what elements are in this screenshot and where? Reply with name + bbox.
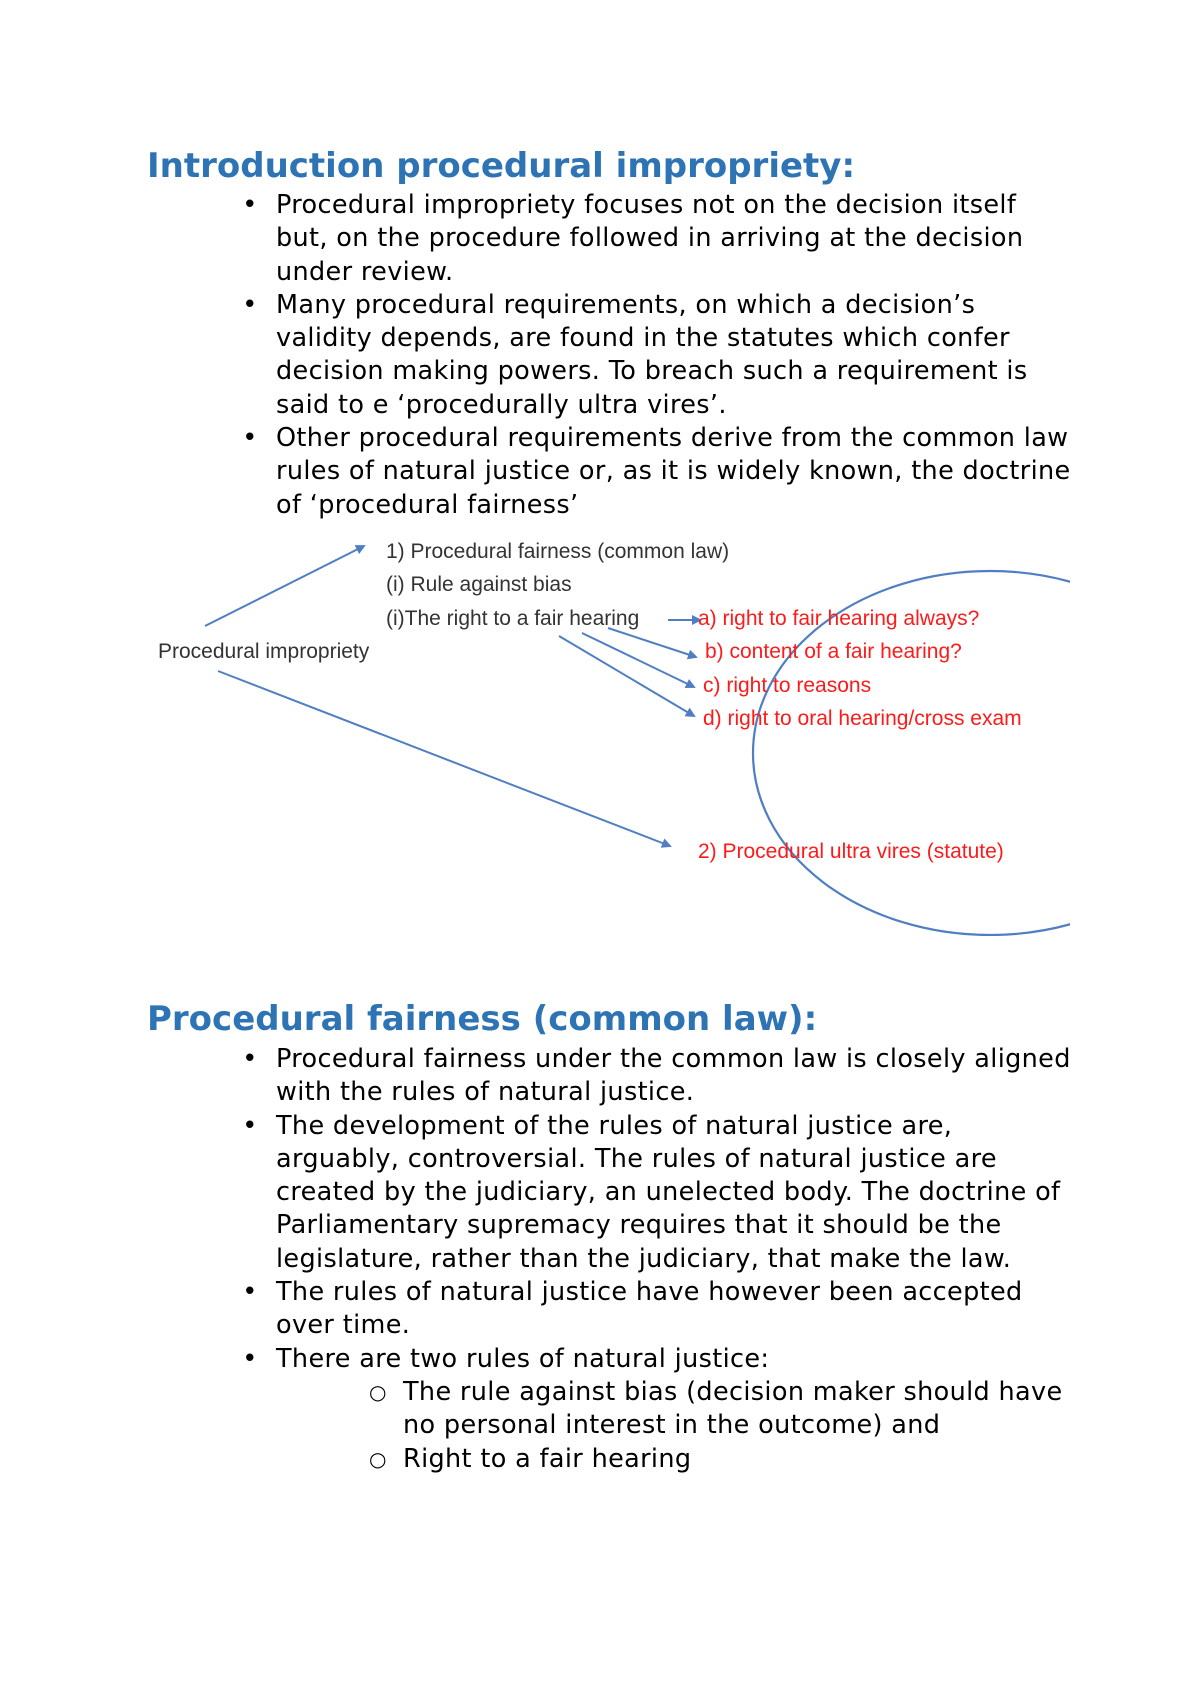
arrow-to-procedural-fairness — [205, 546, 364, 626]
bullet-icon: • — [242, 289, 258, 320]
bullet-icon: • — [242, 1044, 258, 1074]
sub-list-item — [369, 1376, 1076, 1443]
list-item — [242, 1110, 1076, 1276]
sub-bullet-text: Right to a fair hearing — [403, 1443, 692, 1474]
introduction-bullet-list — [242, 189, 1076, 522]
sub-list-item — [369, 1443, 1076, 1476]
diagram-branch-procedural-fairness: 1) Procedural fairness (common law) — [386, 540, 730, 563]
bullet-icon: • — [242, 190, 258, 220]
diagram-arrows — [150, 536, 1070, 936]
bullet-icon: • — [242, 423, 258, 454]
hollow-circle-bullet-icon: ○ — [369, 1379, 387, 1404]
list-item — [242, 1343, 1076, 1476]
sub-bullet-list — [276, 1376, 1076, 1476]
list-item — [242, 289, 1076, 422]
diagram-item-d: d) right to oral hearing/cross exam — [703, 707, 1022, 730]
diagram-sub-fair-hearing: (i)The right to a fair hearing — [386, 607, 640, 630]
hollow-circle-bullet-icon: ○ — [369, 1446, 387, 1471]
diagram-item-a: a) right to fair hearing always? — [698, 607, 980, 630]
bullet-text: There are two rules of natural justice: — [276, 1343, 770, 1374]
bullet-text: Procedural fairness under the common law is closely aligned with the rules of natural justice. — [276, 1044, 1071, 1108]
section-heading-introduction: Introduction procedural impropriety: — [147, 146, 856, 186]
list-item — [242, 1276, 1076, 1343]
bullet-text: Procedural impropriety focuses not on the decision itself but, on the procedure followed in arriving at the decision under review. — [276, 190, 1024, 287]
bullet-text: Other procedural requirements derive from the common law rules of natural justice or, as it is widely known, the doctrine of ‘procedural fairness’ — [276, 423, 1071, 520]
bullet-text: Many procedural requirements, on which a decision’s validity depends, are found in the statutes which confer decision making powers. To breach such a requirement is said to e ‘procedurally ultra vires’. — [276, 289, 1028, 420]
bullet-icon: • — [242, 1343, 258, 1374]
diagram-item-b: b) content of a fair hearing? — [705, 640, 962, 663]
diagram-sub-rule-against-bias: (i) Rule against bias — [386, 573, 572, 596]
bullet-icon: • — [242, 1277, 258, 1308]
diagram-branch-procedural-ultra-vires: 2) Procedural ultra vires (statute) — [698, 840, 1004, 863]
arrow-to-item-d — [559, 636, 694, 716]
sub-bullet-text: The rule against bias (decision maker should have no personal interest in the outcome) and — [403, 1376, 1063, 1441]
bullet-text: The rules of natural justice have however been accepted over time. — [276, 1277, 1023, 1341]
arrow-to-procedural-ultra-vires — [218, 671, 670, 846]
list-item — [242, 189, 1076, 289]
list-item — [242, 422, 1076, 522]
bullet-icon: • — [242, 1110, 258, 1141]
procedural-impropriety-diagram — [150, 536, 1070, 936]
diagram-root-label: Procedural impropriety — [158, 640, 370, 663]
procedural-fairness-bullet-list — [242, 1043, 1076, 1476]
bullet-text: The development of the rules of natural justice are, arguably, controversial. The rules of natural justice are created by the judiciary, an unelected body. The doctrine of Parliamentary supremacy requires that it should be the legislature, rather than the judiciary, that make the law. — [276, 1110, 1061, 1274]
diagram-item-c: c) right to reasons — [703, 674, 872, 697]
section-heading-procedural-fairness: Procedural fairness (common law): — [147, 999, 818, 1039]
list-item — [242, 1043, 1076, 1110]
